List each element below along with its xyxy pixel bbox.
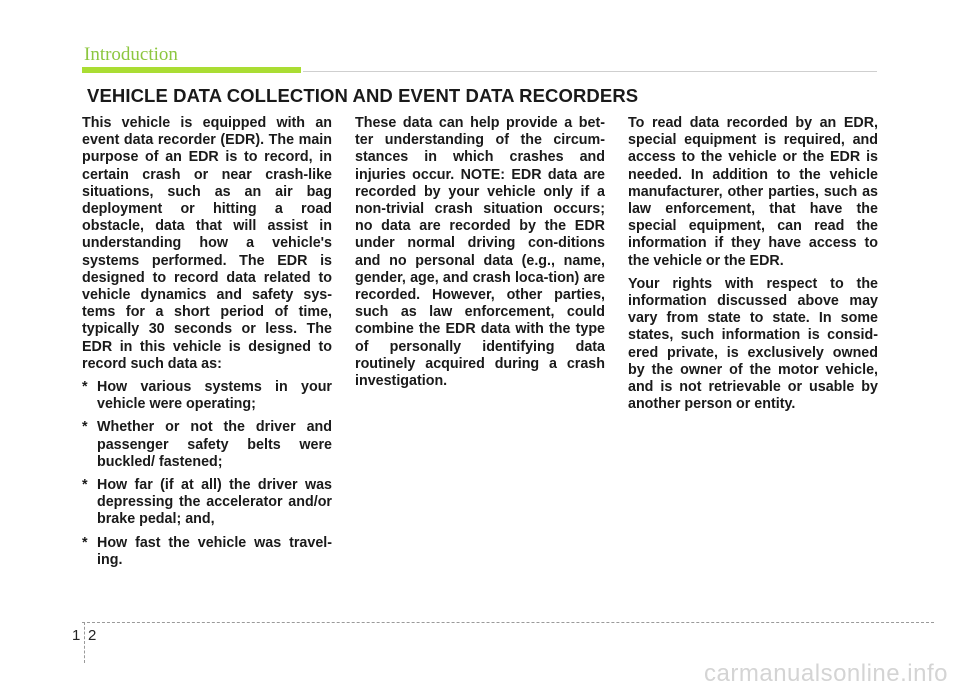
column-1-intro: This vehicle is equipped with an event data recorder (EDR). The main purpose of an EDR is to record, in certain crash or near crash-like situations, such as an air bag deployment or hitting a road obstacle, data that will assist in understanding how a vehicle's systems performed. The EDR is designed to record data related to vehicle dynamics and safety sys-tems for a short period of time, typically 30 seconds or less. The EDR in this vehicle is designed to record such data as: xyxy=(82,115,332,372)
bullet-marker: * xyxy=(82,477,88,494)
header-section-title: Introduction xyxy=(84,44,178,65)
column-3-paragraph-1: To read data recorded by an EDR, special equipment is required, and access to the vehicle or the EDR is needed. In addition to the vehicle manufacturer, other parties, such as law enforcement, that have the special equipment, can read the information if they have access to the vehicle or the EDR. xyxy=(628,115,878,269)
bullet-text: How fast the vehicle was travel-ing. xyxy=(97,534,332,568)
header-rule xyxy=(303,71,877,72)
bullet-item xyxy=(82,419,332,471)
footer-rule xyxy=(82,622,934,623)
section-heading: VEHICLE DATA COLLECTION AND EVENT DATA RECORDERS xyxy=(87,85,639,106)
bullet-text: Whether or not the driver and passenger safety belts were buckled/ fastened; xyxy=(97,419,332,470)
page-number: 2 xyxy=(88,627,97,644)
bullet-marker: * xyxy=(82,534,88,551)
footer-divider xyxy=(84,622,85,663)
bullet-text: How various systems in your vehicle were operating; xyxy=(97,379,332,413)
column-3-paragraph-2: Your rights with respect to the information discussed above may vary from state to state. In some states, such information is consid-ered private, is exclusively owned by the owner of the motor vehicle, and is not retrievable or usable by another person or entity. xyxy=(628,275,878,413)
column-2-text: These data can help provide a bet-ter understanding of the circum-stances in which crashes and injuries occur. NOTE: EDR data are recorded by your vehicle only if a non-trivial crash situation occurs; no data are recorded by the EDR under normal driving con-ditions and no personal data (e.g., name, gender, age, and crash loca-tion) are recorded. However, other parties, such as law enforcement, could combine the EDR data with the type of personally identifying data routinely acquired during a crash investigation. xyxy=(355,115,605,390)
bullet-item xyxy=(82,477,332,529)
chapter-number: 1 xyxy=(72,627,81,644)
bullet-marker: * xyxy=(82,379,88,396)
column-1 xyxy=(82,115,332,575)
bullet-text: How far (if at all) the driver was depressing the accelerator and/or brake pedal; and, xyxy=(97,477,332,528)
column-2 xyxy=(355,115,605,396)
bullet-marker: * xyxy=(82,419,88,436)
bullet-item xyxy=(82,379,332,413)
watermark: carmanualsonline.info xyxy=(704,660,948,687)
header-accent-bar xyxy=(82,67,301,73)
bullet-item xyxy=(82,535,332,569)
column-3 xyxy=(628,115,878,419)
